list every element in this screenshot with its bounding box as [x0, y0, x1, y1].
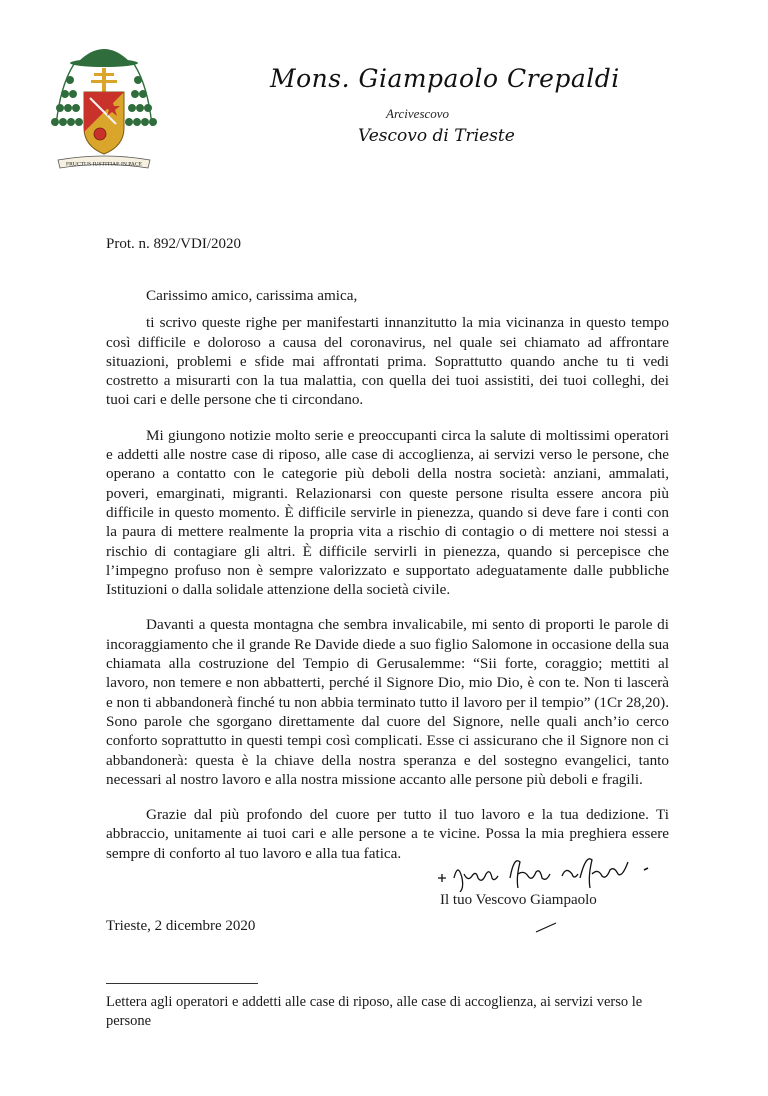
author-name: Mons. Giampaolo Crepaldi: [270, 64, 620, 93]
signer-name: Il tuo Vescovo Giampaolo: [440, 892, 597, 908]
pen-mark-icon: [534, 920, 558, 934]
paragraph-1: ti scrivo queste righe per manifestarti innanzitutto la mia vicinanza in questo tempo così difficile e doloroso a causa del coronavirus, nel quale sei chiamato ad affrontare situazioni, problemi e sfide mai affrontati prima. Soprattutto quando anche tu ti vedi costretto a misurarti con la tua malattia, con quella dei tuoi assistiti, dei tuoi colleghi, dei tuoi cari e delle persone che ti circondano.: [106, 314, 669, 409]
paragraph-3: Davanti a questa montagna che sembra invalicabile, mi sento di proporti le parole di incoraggiamento che il grande Re Davide diede a suo figlio Salomone in occasione della sua chiamata alla costruzione del Tempio di Gerusalemme: “Sii forte, coraggio; mettiti al lavoro, non temere e non abbatterti, perché il Signore Dio, mio Dio, è con te. Non ti lascerà e non ti abbandonerà finché tu non abbia terminato tutto il lavoro per il tempio” (1Cr 28,20). Sono parole che sgorgano direttamente dal cuore del Signore, nelle quali anch’io cerco conforto soprattutto in questi tempi così complicati. Esse ci assicurano che il Signore non ci abbandonerà: questa è la chiave della nostra speranza e del sostegno evangelici, tanto necessari al nostro lavoro e alla nostra missione accanto alle persone più deboli e fragili.: [106, 616, 669, 788]
svg-text:FRUCTUS IUSTITIAE IN PACE: FRUCTUS IUSTITIAE IN PACE: [65, 161, 143, 168]
author-see: Vescovo di Trieste: [358, 126, 515, 146]
salutation: Carissimo amico, carissima amica,: [146, 287, 358, 304]
protocol-number: Prot. n. 892/VDI/2020: [106, 236, 241, 252]
paragraph-4: Grazie dal più profondo del cuore per tutto il tuo lavoro e la tua dedizione. Ti abbraccio, unitamente ai tuoi cari e alle persone a te vicine. Possa la mia preghiera essere sempre di conforto al tuo lavoro e alla tua fatica.: [106, 806, 669, 862]
paragraph-2: Mi giungono notizie molto serie e preoccupanti circa la salute di moltissimi operatori e addetti alle nostre case di riposo, alle case di accoglienza, ai servizi verso le persone, che operano a contatto con le categorie più deboli della nostra società: anziani, ammalati, poveri, emarginati, migranti. Relazionarsi con queste persone risulta essere ancora più difficile in questo momento. È difficile servirle in pienezza, quando si deve fare i conti con la paura di mettere realmente la propria vita a rischio di contagio o di mettere noi stessi a rischio di contagiare gli altri. È difficile servirli in pienezza, quando si percepisce che l’impegno profuso non è sempre valorizzato e supportato adeguatamente dalle pubbliche Istituzioni o dalla solidale attenzione della società civile.: [106, 426, 669, 599]
place-date: Trieste, 2 dicembre 2020: [106, 918, 256, 934]
footnote: Lettera agli operatori e addetti alle case di riposo, alle case di accoglienza, ai servizi verso le persone: [106, 994, 643, 1029]
handwritten-signature-icon: [432, 848, 672, 892]
coat-of-arms-icon: [44, 36, 164, 182]
letter-body: [106, 286, 669, 879]
author-role: Arcivescovo: [386, 106, 450, 121]
footnote-divider: [106, 983, 258, 984]
